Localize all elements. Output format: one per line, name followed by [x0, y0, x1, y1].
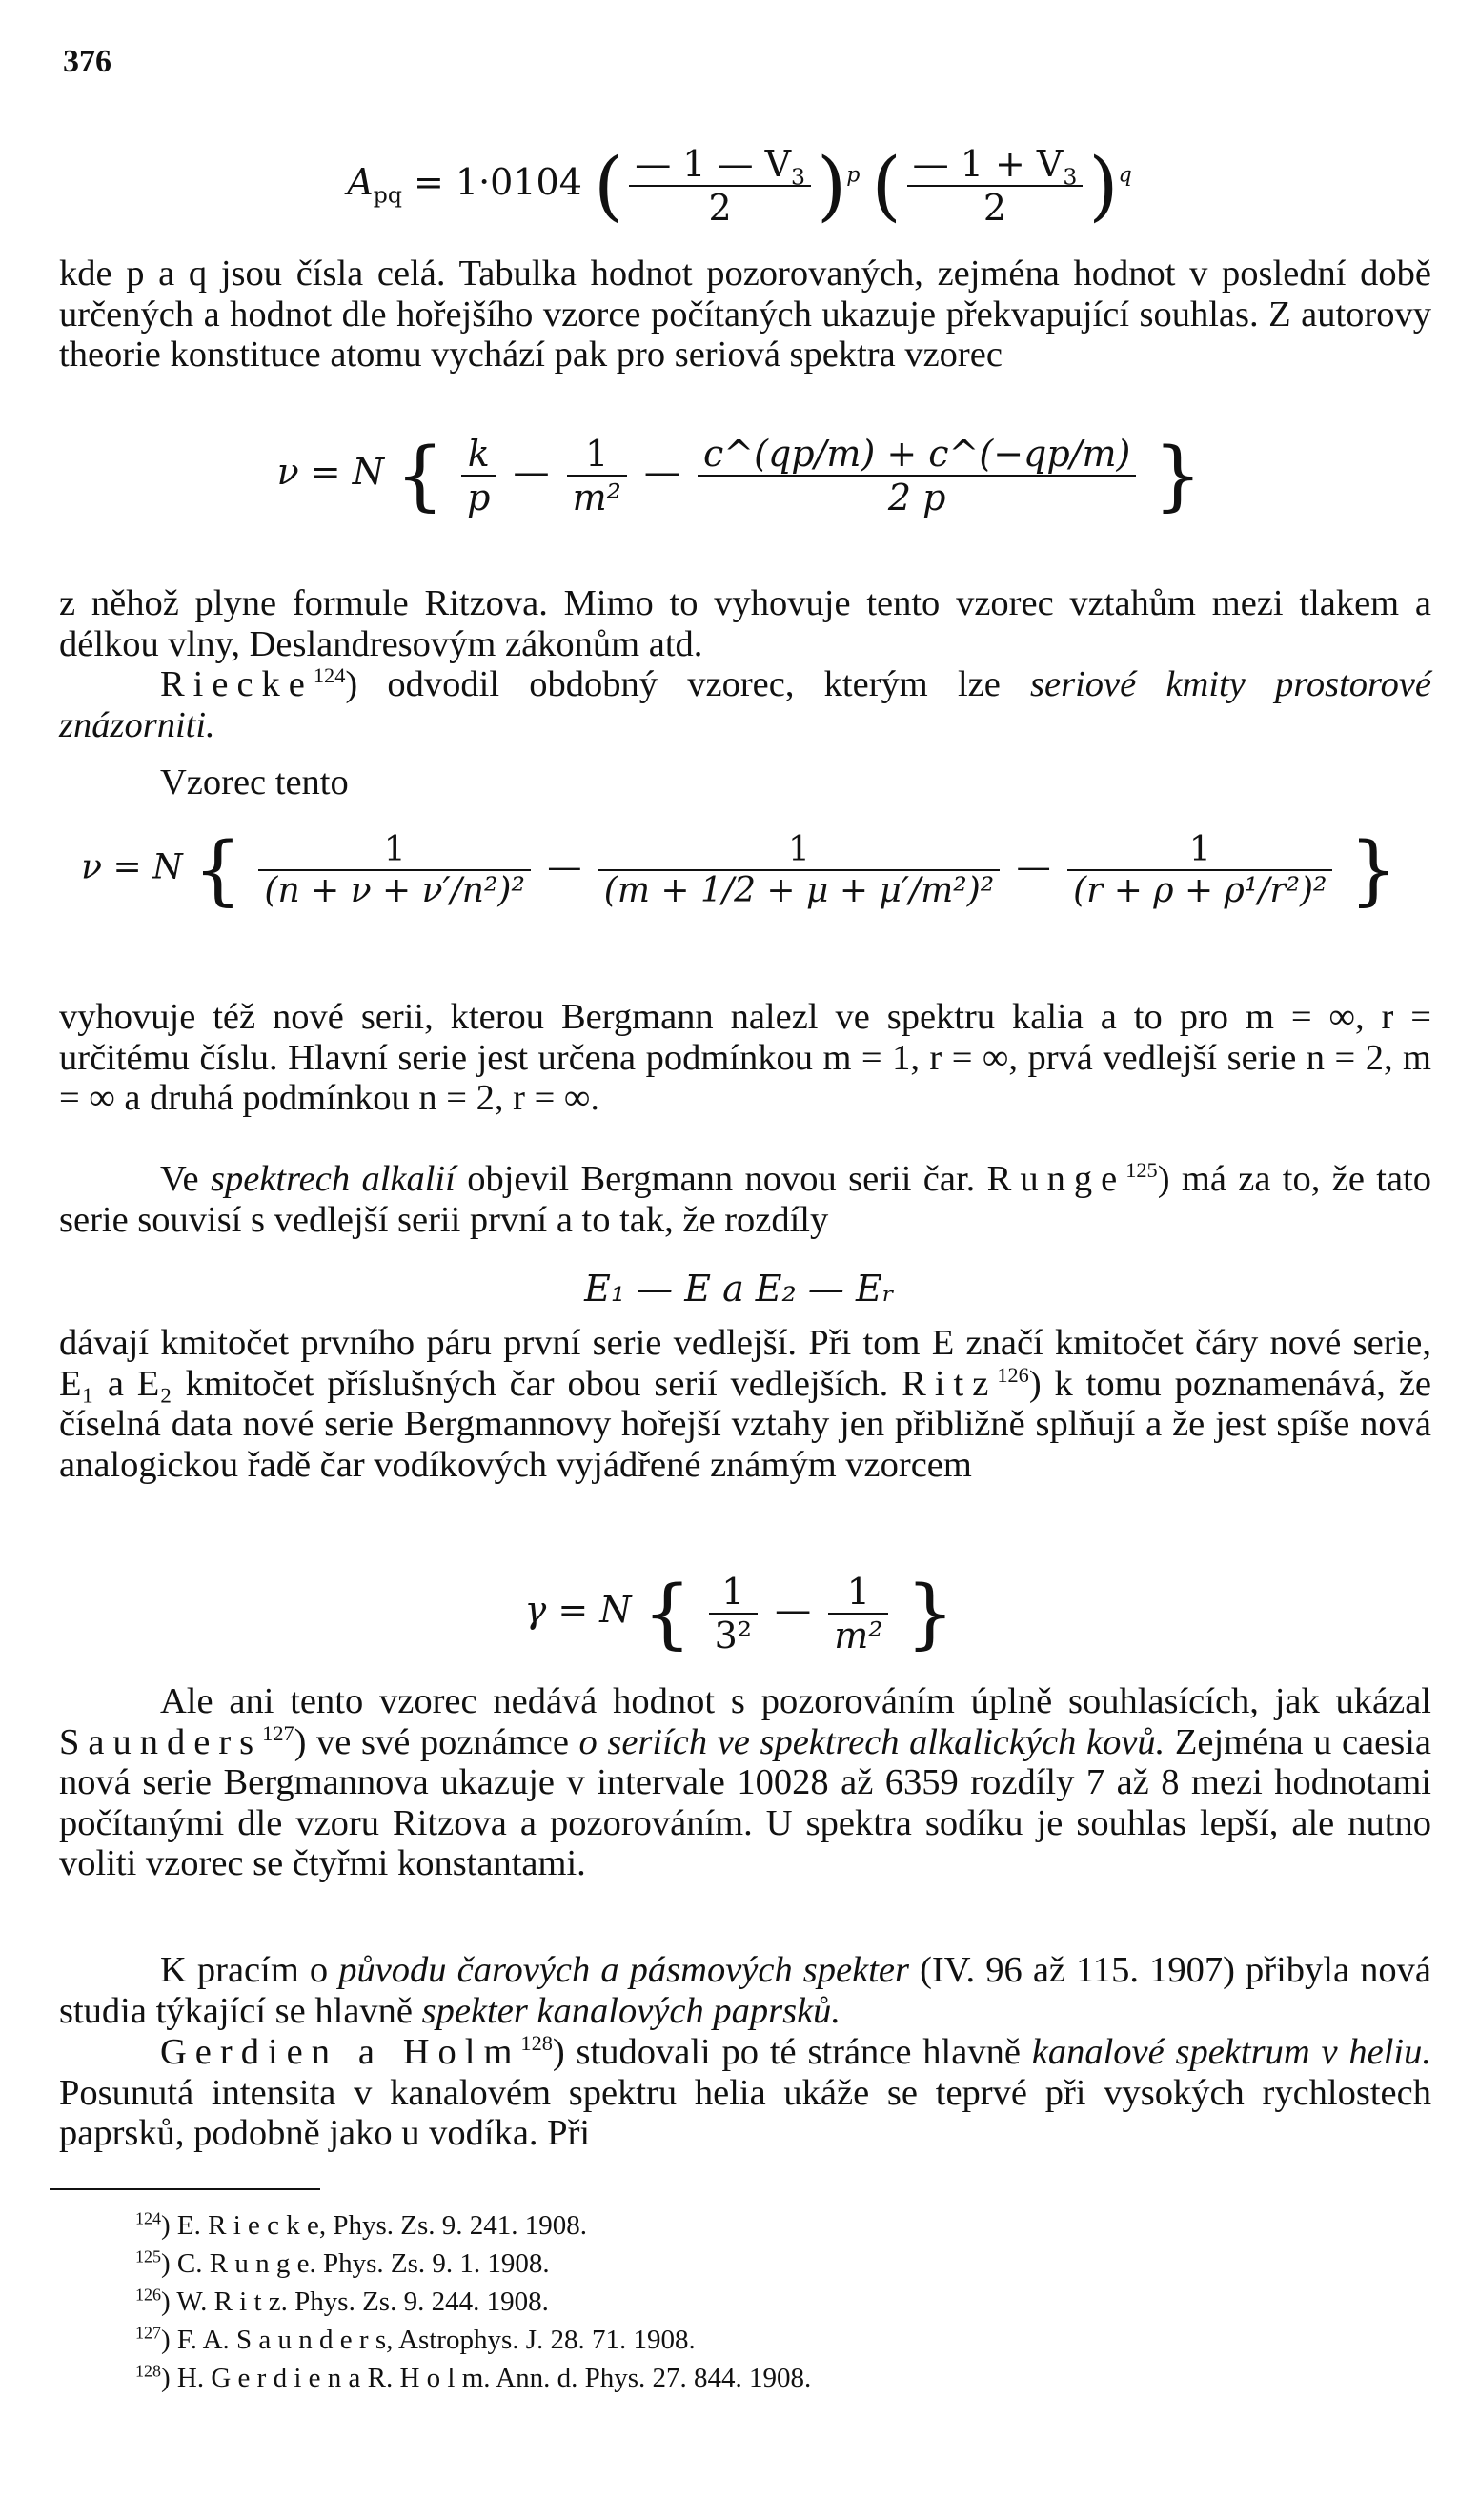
eq1-frac2-num: — 1 + V: [912, 142, 1064, 185]
eq1-exp-q: q: [1118, 163, 1132, 188]
author-gerdien-holm: Gerdien a Holm: [160, 2032, 521, 2072]
p8-mid: (IV. 96 až 115. 1907) přibyla nová studia týkající se hlavně: [59, 1950, 1431, 2031]
p7-mid: ) ve své poznámce: [294, 1721, 579, 1762]
ref-124: 124: [313, 663, 346, 688]
p5-italic: spektrech alkalií: [211, 1159, 456, 1199]
eq3-t2-num: 1: [598, 830, 1000, 871]
p7-pre: Ale ani tento vzorec nedává hodnot s pozorováním úplně souhlasících, jak ukázal: [160, 1681, 1431, 1721]
equation-nu-riecke: ν = N { $\frac{1}{\text{(n + ν + ν′/n²)²}}$ — $\frac{1}{\text{(m + 1/2 + μ + μ′/m²)²}}$ — $\frac{1}{\text{(r + ρ + ρ¹/r²)²}}$ }: [81, 825, 1398, 914]
p5-mid: objevil Bergmann novou serii čar.: [455, 1159, 987, 1199]
eq1-frac1-num: — 1 — V: [635, 142, 792, 185]
ref-125: 125: [1125, 1158, 1158, 1183]
p8-italic: původu čarových a pásmových spekter: [338, 1950, 909, 1990]
fn-text: ) F. A. S a u n d e r s, Astrophys. J. 28. 71. 1908.: [161, 2325, 696, 2355]
paragraph-7: [59, 1681, 1431, 1884]
footnote-126: [135, 2283, 811, 2321]
eq2-t3-num: c^(qp/m) + c^(−qp/m): [703, 432, 1131, 475]
fn-text: ) C. R u n g e. Phys. Zs. 9. 1. 1908.: [161, 2248, 550, 2279]
fn-num: 127: [135, 2323, 161, 2343]
eq2-t2-den: m²: [572, 476, 621, 518]
author-riecke: Riecke: [160, 664, 314, 704]
eq3-lhs: ν = N: [81, 847, 183, 887]
p5-rest: ) má za to, že tato serie souvisí s vedlejší serii první a to tak, že rozdíly: [59, 1159, 1432, 1240]
paragraph-2: z něhož plyne formule Ritzova. Mimo to vyhovuje tento vzorec vztahům mezi tlakem a délkou vlny, Deslandresovým zákonům atd.: [59, 583, 1431, 664]
fn-num: 125: [135, 2246, 161, 2266]
ref-127: 127: [262, 1720, 294, 1745]
fn-text: ) W. R i t z. Phys. Zs. 9. 244. 1908.: [161, 2286, 549, 2317]
p3-italic: seriové kmity prostorové znázorniti.: [59, 664, 1431, 745]
eq1-exp-p: p: [846, 163, 861, 188]
eq2-t2-num: 1: [567, 433, 627, 477]
eq3-t1-den: (n + ν + ν′/n²)²: [264, 870, 525, 910]
paragraph-8: [59, 1950, 1431, 2031]
footnotes: [135, 2206, 811, 2397]
equation-apq: $A_{pq} = 1\cdot 0104$ ( $\frac{— 1 — V_3}{2}$ )$^p$ ( $\frac{— 1 + V_3}{2}$ )$^q$: [347, 141, 1132, 230]
paragraph-6: [59, 1323, 1431, 1485]
eq1-lhs-sub: pq: [373, 181, 402, 209]
fn-num: 124: [135, 2208, 161, 2228]
fn-num: 128: [135, 2361, 161, 2381]
p8-pre: K pracím o: [160, 1950, 339, 1990]
eq5-t1-num: 1: [709, 1571, 758, 1615]
p9-italic: kanalové spektrum v heliu.: [1031, 2032, 1431, 2072]
ref-126: 126: [997, 1362, 1029, 1387]
eq3-t1-num: 1: [258, 830, 531, 871]
footnote-124: [135, 2206, 811, 2245]
ref-128: 128: [520, 2031, 553, 2056]
page-number: 376: [63, 44, 111, 79]
eq3-t3-num: 1: [1067, 830, 1332, 871]
equation-energy-diff: E₁ — E a E₂ — Eᵣ: [584, 1268, 895, 1310]
eq5-t2-den: m²: [834, 1614, 883, 1656]
eq1-frac1-sub: 3: [791, 163, 806, 191]
paragraph-4: vyhovuje též nové serii, kterou Bergmann nalezl ve spektru kalia a to pro m = ∞, r = určitému číslu. Hlavní serie jest určena podmínkou m = 1, r = ∞, prvá vedlejší serie n = 2, m = ∞ a druhá podmínkou n = 2, r = ∞.: [59, 997, 1431, 1118]
author-runge: Runge: [986, 1159, 1126, 1199]
author-saunders: Saunders: [59, 1721, 263, 1762]
paragraph-9: [59, 2032, 1431, 2154]
p7-italic: o seriích ve spektrech alkalických kovů.: [578, 1721, 1165, 1762]
paragraph-3: [59, 664, 1431, 745]
p9-rest: Posunutá intensita v kanalovém spektru helia ukáže se teprvé při vysokých rychlostech paprsků, podobně jako u vodíka. Při: [59, 2072, 1431, 2153]
footnote-128: [135, 2359, 811, 2397]
eq1-frac2-sub: 3: [1063, 163, 1078, 191]
fn-text: ) E. R i e c k e, Phys. Zs. 9. 241. 1908.: [161, 2210, 588, 2241]
p3-text: ) odvodil obdobný vzorec, kterým lze: [345, 664, 1031, 704]
paragraph-5: [59, 1159, 1431, 1240]
p9-mid: ) studovali po té stránce hlavně: [552, 2032, 1032, 2072]
eq2-lhs: ν = N: [276, 451, 384, 493]
p6-rest: ) k tomu poznamenává, že číselná data nové serie Bergmannovy hořejší vztahy jen přibližně splňují a že jest spíše nová analogickou řadě čar vodíkových vyjádřené známým vzorcem: [59, 1363, 1431, 1485]
eq2-t3-den: 2 p: [887, 476, 946, 518]
footnote-125: [135, 2245, 811, 2283]
paragraph-3b: Vzorec tento: [160, 762, 349, 803]
eq2-t1-num: k: [467, 432, 490, 475]
p5-pre: Ve: [160, 1159, 211, 1199]
eq3-t2-den: (m + 1/2 + μ + μ′/m²)²: [603, 870, 995, 910]
p7-rest: Zejména u caesia nová serie Bergmannova ukazuje v intervale 10028 až 6359 rozdíly 7 až 8 mezi hodnotami počítanými dle vzoru Ritzova a pozorováním. U spektra sodíku je souhlas lepší, ale nutno voliti vzorec se čtyřmi konstantami.: [59, 1721, 1431, 1883]
eq1-frac1-den: 2: [708, 186, 732, 229]
footnote-127: [135, 2321, 811, 2359]
p6-text: dávají kmitočet prvního páru první serie vedlejší. Při tom E značí kmitočet čáry nové serie, E₁ a E₂ kmitočet příslušných čar obou serií vedlejších.: [59, 1323, 1431, 1404]
eq5-lhs: γ = N: [524, 1589, 632, 1631]
eq2-t1-den: p: [467, 476, 491, 518]
paragraph-1: kde p a q jsou čísla celá. Tabulka hodnot pozorovaných, zejména hodnot v poslední době určených a hodnot dle hořejšího vzorce počítaných ukazuje překvapující souhlas. Z autorovy theorie konstituce atomu vychází pak pro seriová spektra vzorec: [59, 254, 1431, 375]
eq5-t1-den: 3²: [714, 1614, 753, 1656]
footnote-divider: [50, 2188, 320, 2190]
eq1-lhs: A: [347, 161, 374, 203]
fn-num: 126: [135, 2285, 161, 2305]
eq3-t3-den: (r + ρ + ρ¹/r²)²: [1073, 870, 1327, 910]
eq5-t2-num: 1: [828, 1571, 888, 1615]
fn-text: ) H. G e r d i e n a R. H o l m. Ann. d. Phys. 27. 844. 1908.: [161, 2363, 812, 2393]
equation-gamma: γ = N { $\frac{1}{\text{3²}}$ — $\frac{1}{\text{m²}}$ }: [524, 1569, 955, 1657]
equation-nu-ritz: ν = N { $\frac{k}{p}$ — $\frac{1}{\text{m²}}$ — $\frac{c\^{}(qp/m) + c\^{}(-qp/m)}{2 p}$ }: [276, 431, 1203, 519]
author-ritz: Ritz: [902, 1363, 998, 1404]
p8-italic2: spekter kanalových paprsků.: [421, 1990, 841, 2031]
eq1-frac2-den: 2: [983, 186, 1007, 229]
